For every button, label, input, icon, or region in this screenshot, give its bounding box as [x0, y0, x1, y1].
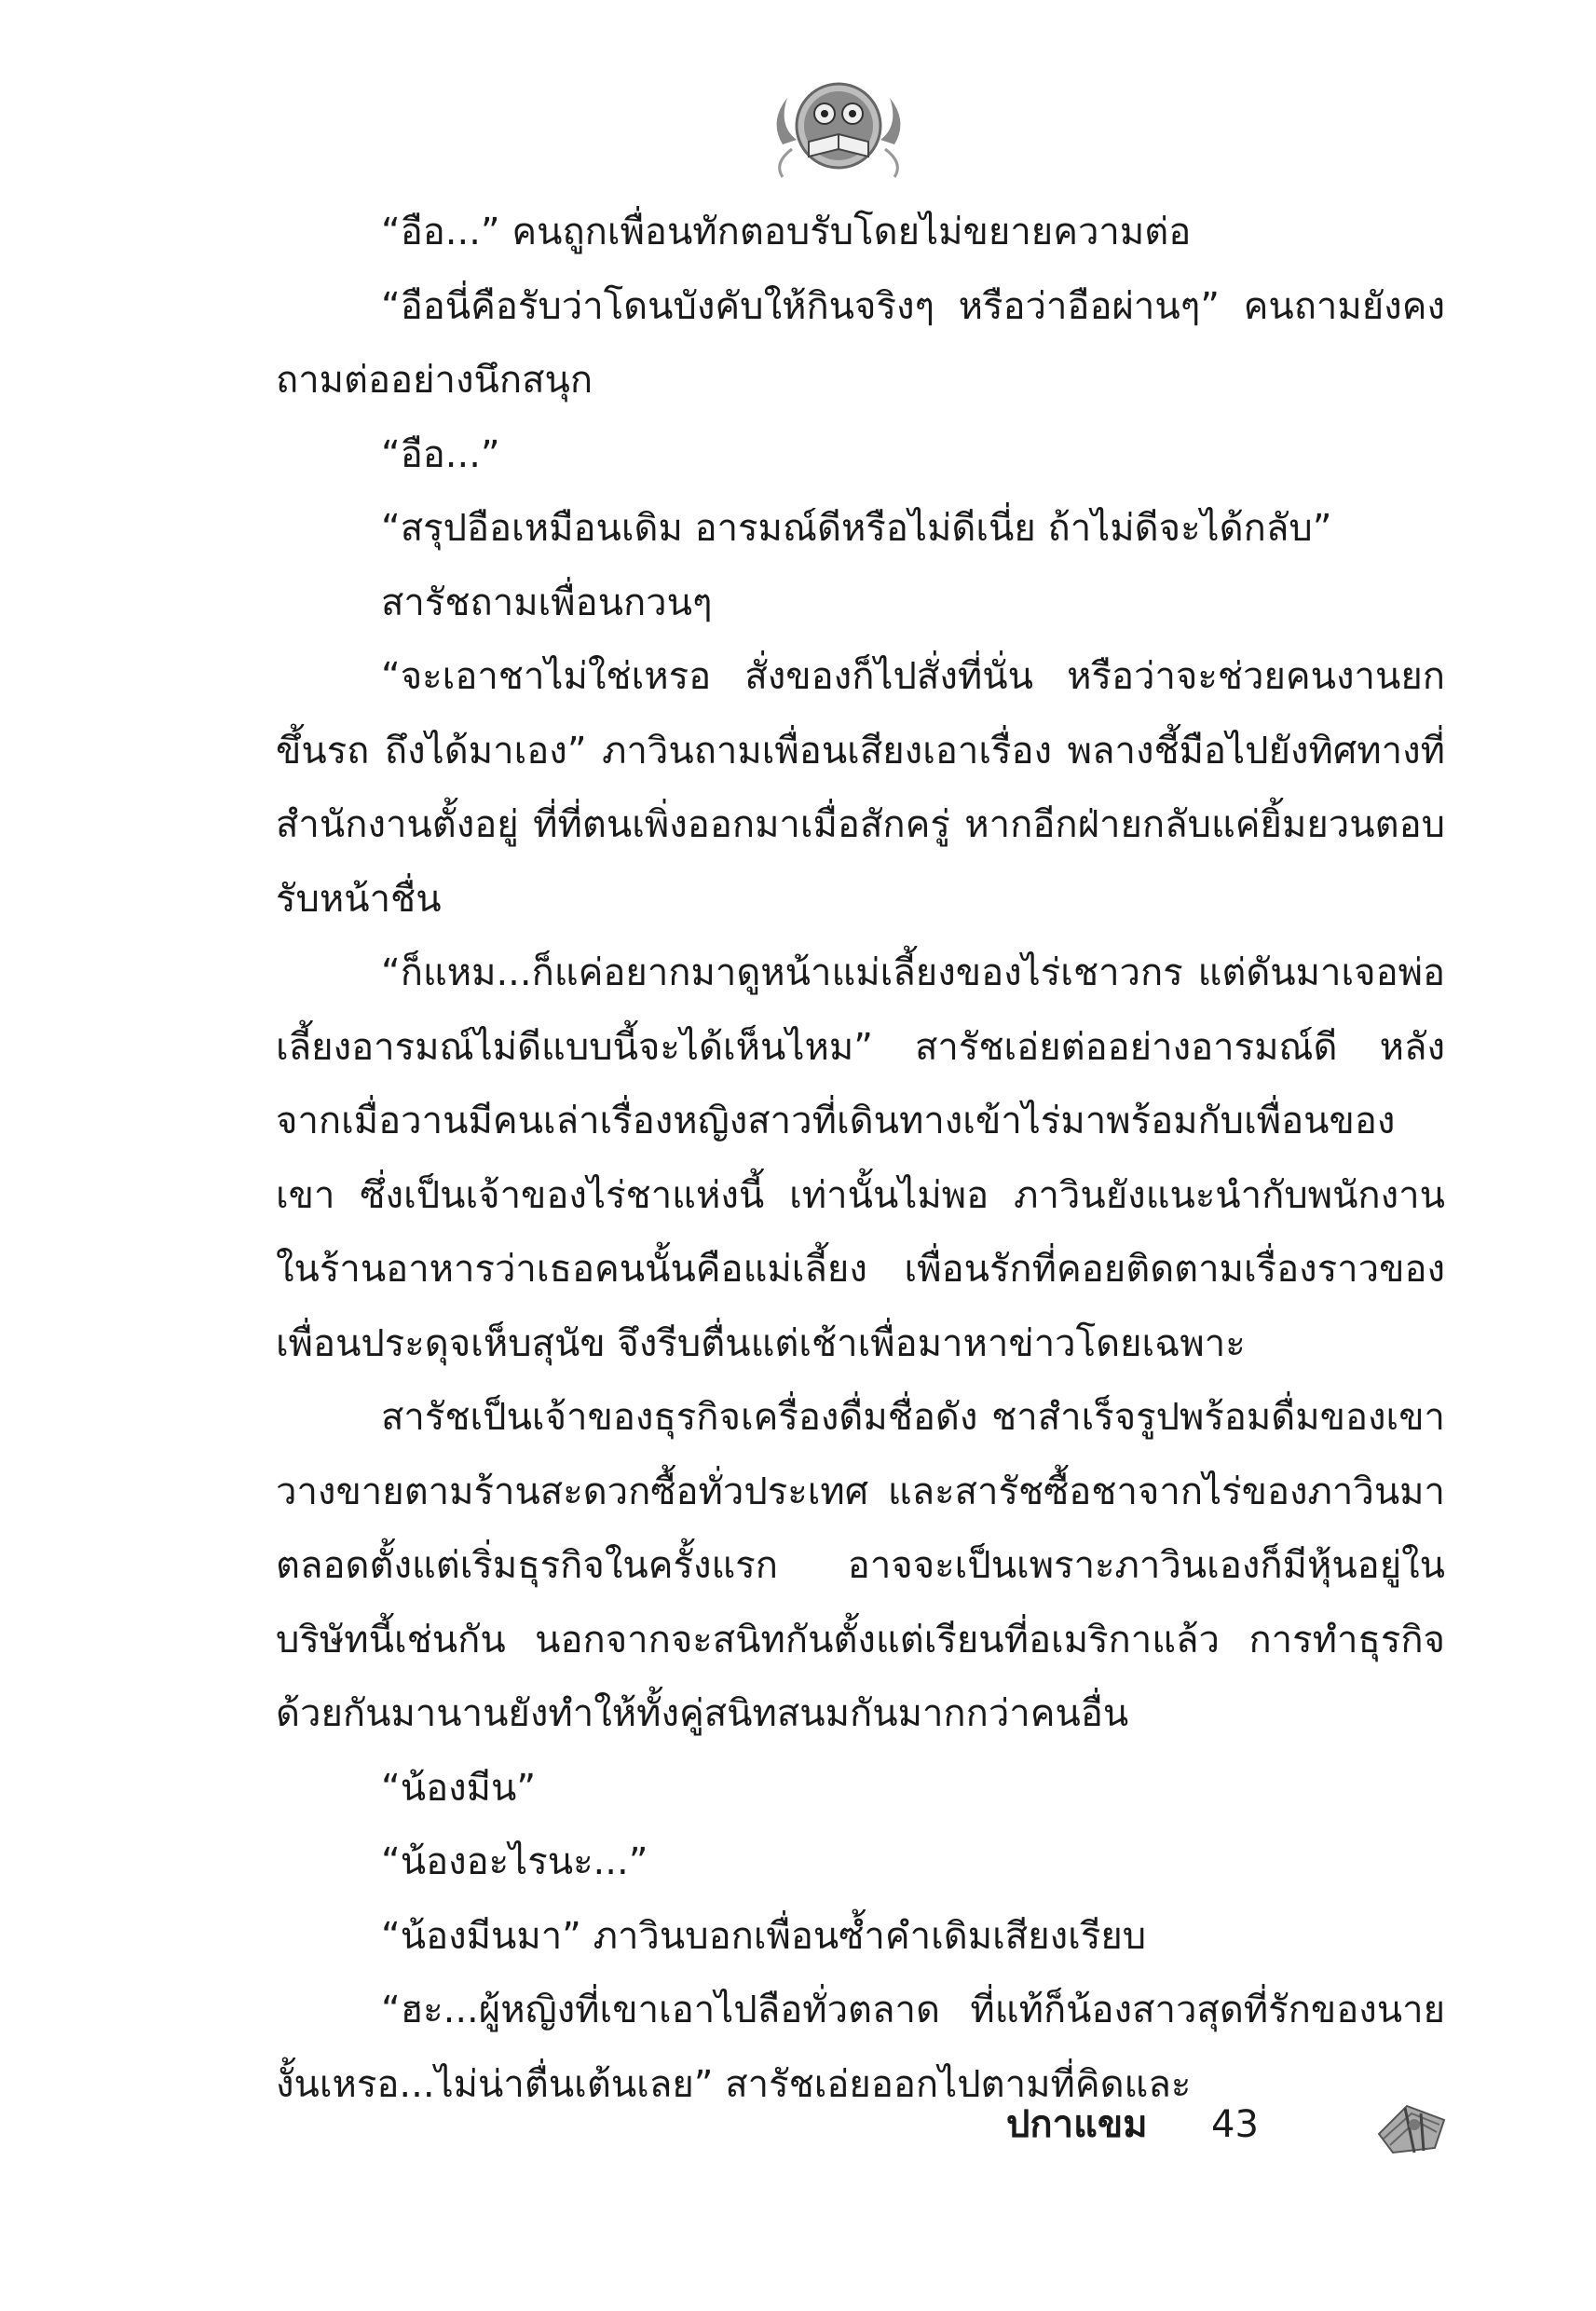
- page-number: 43: [1211, 2103, 1259, 2146]
- book-owl-logo-icon: [764, 56, 913, 196]
- page-footer: [932, 2087, 1453, 2162]
- paragraph: “สรุปอือเหมือนเดิม อารมณ์ดีหรือไม่ดีเนี่ย ถ้าไม่ดีจะได้กลับ”: [381, 507, 1332, 550]
- paragraph: “น้องมีน”: [381, 1766, 537, 1810]
- paragraph: “จะเอาชาไม่ใช่เหรอ สั่งของก็ไปสั่งที่นั่น หรือว่าจะช่วยคนงานยกขึ้นรถ ถึงได้มาเอง” ภาวินถามเพื่อนเสียงเอาเรื่อง พลางชี้มือไปยังทิศทางที่สำนักงานตั้งอยู่ ที่ที่ตนเพิ่งออกมาเมื่อสักครู่ หากอีกฝ่ายกลับแค่ยิ้มยวนตอบรับหน้าชื่น: [276, 655, 1445, 921]
- paragraph: “อือ...” คนถูกเพื่อนทักตอบรับโดยไม่ขยายความต่อ: [381, 211, 1192, 253]
- bundle-ornament-icon: [1370, 2087, 1453, 2162]
- page-body: [276, 196, 1445, 2122]
- paragraph: “อือ...”: [381, 432, 500, 476]
- paragraph: “ฮะ...ผู้หญิงที่เขาเอาไปลือทั่วตลาด ที่แท้ก็น้องสาวสุดที่รักของนายงั้นเหรอ...ไม่น่าตื่นเต้นเลย” สารัชเอ่ยออกไปตามที่คิดและ: [276, 1989, 1445, 2106]
- paragraph: สารัชเป็นเจ้าของธุรกิจเครื่องดื่มชื่อดัง ชาสำเร็จรูปพร้อมดื่มของเขาวางขายตามร้านสะดวกซื้อทั่วประเทศ และสารัชซื้อชาจากไร่ของภาวินมาตลอดตั้งแต่เริ่มธุรกิจในครั้งแรก อาจจะเป็นเพราะภาวินเองก็มีหุ้นอยู่ในบริษัทนี้เช่นกัน นอกจากจะสนิทกันตั้งแต่เรียนที่อเมริกาแล้ว การทำธุรกิจด้วยกันมานานยังทำให้ทั้งคู่สนิทสนมกันมากกว่าคนอื่น: [276, 1396, 1445, 1735]
- book-title: ปกาแขม: [1006, 2103, 1148, 2146]
- paragraph: “น้องอะไรนะ...”: [381, 1840, 648, 1883]
- paragraph: “ก็แหม...ก็แค่อยากมาดูหน้าแม่เลี้ยงของไร่เชาวกร แต่ดันมาเจอพ่อเลี้ยงอารมณ์ไม่ดีแบบนี้จะได้เห็นไหม” สารัชเอ่ยต่ออย่างอารมณ์ดี หลังจากเมื่อวานมีคนเล่าเรื่องหญิงสาวที่เดินทางเข้าไร่มาพร้อมกับเพื่อนของเขา ซึ่งเป็นเจ้าของไร่ชาแห่งนี้ เท่านั้นไม่พอ ภาวินยังแนะนำกับพนักงานในร้านอาหารว่าเธอคนนั้นคือแม่เลี้ยง เพื่อนรักที่คอยติดตามเรื่องราวของเพื่อนประดุจเห็บสุนัข จึงรีบตื่นแต่เช้าเพื่อมาหาข่าวโดยเฉพาะ: [276, 951, 1445, 1365]
- paragraph: “อือนี่คือรับว่าโดนบังคับให้กินจริงๆ หรือว่าอือผ่านๆ” คนถามยังคงถามต่ออย่างนึกสนุก: [276, 284, 1445, 402]
- paragraph: “น้องมีนมา” ภาวินบอกเพื่อนซ้ำคำเดิมเสียงเรียบ: [381, 1914, 1147, 1958]
- paragraph: สารัชถามเพื่อนกวนๆ: [381, 581, 713, 624]
